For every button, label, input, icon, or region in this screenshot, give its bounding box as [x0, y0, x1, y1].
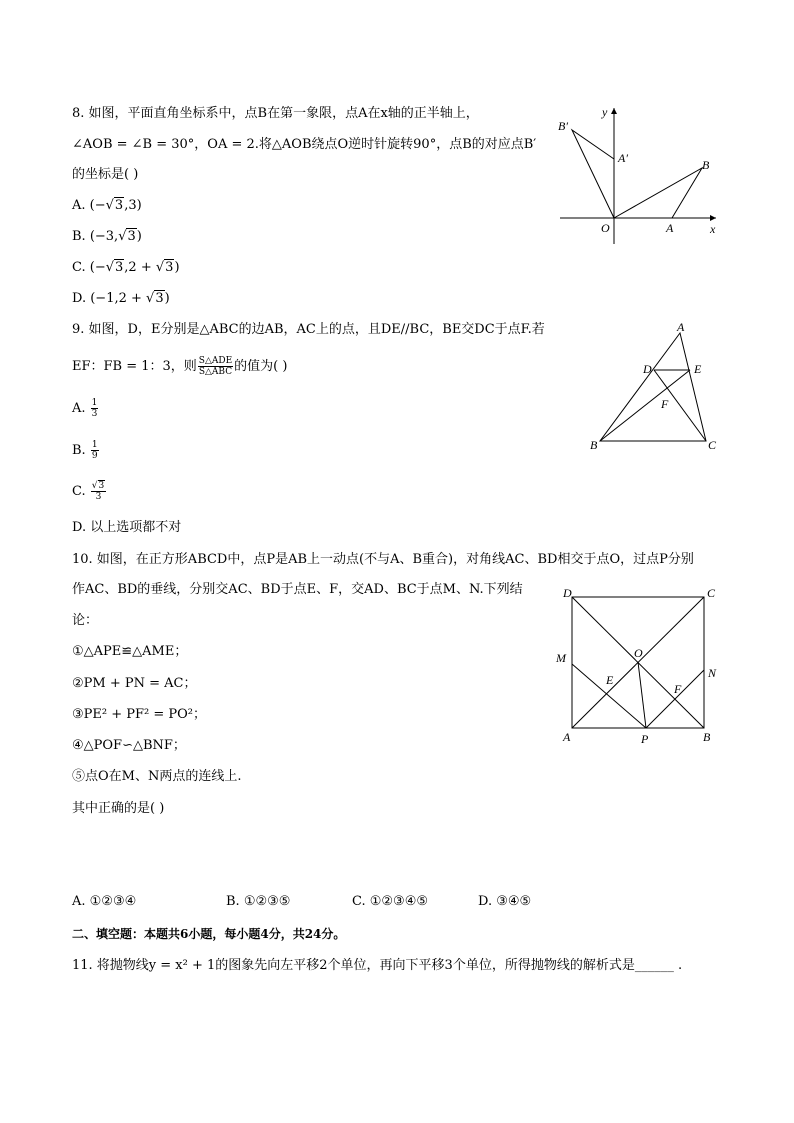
label-e: E: [606, 673, 614, 687]
label-d: D: [643, 362, 652, 376]
q10-statement-1: ①△APE≌△AME；: [72, 644, 188, 659]
q8-coordinate-figure: [550, 100, 730, 250]
q10-option-b[interactable]: B. ①②③⑤: [226, 894, 291, 909]
q9-option-b[interactable]: B. $\frac{1}{9}$: [72, 440, 98, 461]
label-p: P: [641, 732, 649, 746]
q10-square-figure: [552, 584, 722, 744]
q10-statement-5: ⑤点O在M、N两点的连线上.: [72, 769, 242, 784]
label-o: O: [634, 646, 643, 660]
label-o: O: [601, 221, 610, 235]
label-b: B: [590, 438, 598, 452]
label-b: B: [702, 158, 710, 172]
triangle-rotated: [572, 130, 614, 218]
label-f: F: [661, 397, 669, 411]
q8-option-a[interactable]: A. (−√3,3): [72, 198, 142, 213]
label-b-prime: B′: [558, 119, 568, 133]
label-c: C: [707, 586, 716, 600]
q10-option-a[interactable]: A. ①②③④: [72, 894, 137, 909]
q9-option-c[interactable]: C. $\frac{√3}{3}$: [72, 481, 105, 502]
label-c: C: [708, 438, 717, 452]
triangle-abc: [600, 333, 706, 441]
q10-line2: 作AC、BD的垂线，分别交AC、BD于点E、F，交AD、BC于点M、N.下列结: [72, 582, 523, 597]
section-heading: 二、填空题：本题共6小题，每小题4分，共24分。: [72, 927, 346, 941]
label-b: B: [703, 730, 711, 744]
q10-line3: 论：: [72, 613, 99, 628]
q10-option-c[interactable]: C. ①②③④⑤: [352, 894, 429, 909]
q10-statement-2: ②PM + PN = AC；: [72, 676, 197, 691]
label-a-prime: A′: [618, 151, 628, 165]
label-a: A: [563, 730, 571, 744]
label-a: A: [677, 320, 685, 334]
q11-text: 11. 将抛物线y = x² + 1的图象先向左平移2个单位，再向下平移3个单位，所得抛物线的解析式是______ .: [72, 958, 683, 973]
q10-option-d[interactable]: D. ③④⑤: [478, 894, 532, 909]
label-n: N: [708, 666, 717, 680]
q9-option-d[interactable]: D. 以上选项都不对: [72, 520, 182, 535]
label-x: x: [710, 222, 716, 236]
label-m: M: [556, 651, 566, 665]
q9-line1: 9. 如图，D，E分别是△ABC的边AB，AC上的点，且DE//BC，BE交DC于点F.若: [72, 322, 545, 337]
q10-statement-4: ④△POF∽△BNF；: [72, 738, 186, 753]
q10-question: 其中正确的是( ): [72, 801, 165, 816]
label-e: E: [694, 362, 702, 376]
label-d: D: [563, 586, 572, 600]
segment-op: [638, 662, 646, 728]
q8-option-d[interactable]: D. (−1,2 + √3): [72, 291, 170, 306]
q9-option-a[interactable]: A. $\frac{1}{3}$: [72, 398, 98, 419]
label-a: A: [666, 221, 674, 235]
q8-line1: 8. 如图，平面直角坐标系中，点B在第一象限，点A在x轴的正半轴上，: [72, 106, 479, 121]
label-f: F: [674, 682, 682, 696]
triangle-aob: [614, 168, 702, 218]
q9-line2: EF：FB = 1：3，则 $\frac{\text{S△ADE}}{\text{S△ABC}}$ 的值为( ): [72, 356, 288, 377]
q10-statement-3: ③PE² + PF² = PO²；: [72, 707, 207, 722]
q10-line1: 10. 如图，在正方形ABCD中，点P是AB上一动点(不与A、B重合)，对角线AC、BD相交于点O，过点P分别: [72, 552, 694, 567]
q9-triangle-figure: [585, 318, 725, 452]
q8-option-c[interactable]: C. (−√3,2 + √3): [72, 260, 180, 275]
q8-line2: ∠AOB = ∠B = 30°，OA = 2.将△AOB绕点O逆时针旋转90°，点B的对应点B′: [72, 137, 537, 152]
q8-line3: 的坐标是( ): [72, 167, 139, 182]
label-y: y: [602, 105, 608, 119]
q8-option-b[interactable]: B. (−3,√3): [72, 229, 142, 244]
